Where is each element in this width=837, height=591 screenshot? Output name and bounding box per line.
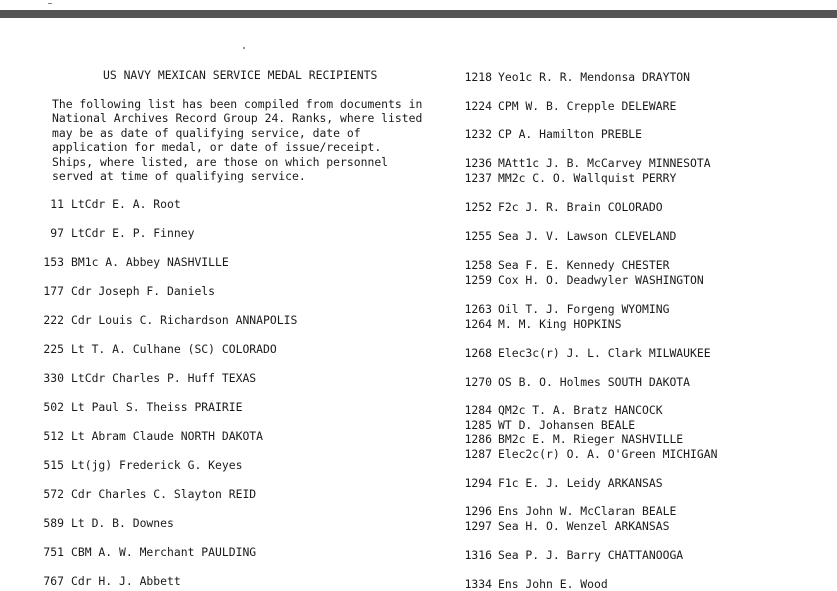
intro-paragraph xyxy=(52,97,422,183)
entry-text: Lt Abram Claude NORTH DAKOTA xyxy=(71,429,264,443)
intro-line: Ships, where listed, are those on which personnel xyxy=(52,154,389,169)
entry-text: BM2c E. M. Rieger NASHVILLE xyxy=(498,432,684,446)
list-item xyxy=(462,447,717,461)
list-item xyxy=(462,577,608,591)
list-item xyxy=(38,371,256,385)
entry-text: Cdr H. J. Abbett xyxy=(71,574,181,588)
entry-number: 512 xyxy=(43,429,64,443)
entry-number: 1264 xyxy=(464,317,492,331)
entry-number: 11 xyxy=(50,197,64,211)
entry-number: 1232 xyxy=(464,127,492,141)
list-item xyxy=(462,200,663,214)
intro-line: served at time of qualifying service. xyxy=(52,168,306,183)
entry-text: Cdr Charles C. Slayton REID xyxy=(71,487,257,501)
intro-line: National Archives Record Group 24. Ranks, where listed xyxy=(52,111,423,126)
entry-number: 177 xyxy=(43,284,64,298)
entry-text: Lt(jg) Frederick G. Keyes xyxy=(71,458,243,472)
entry-text: WT D. Johansen BEALE xyxy=(498,418,636,432)
list-item xyxy=(462,375,690,389)
entry-text: F2c J. R. Brain COLORADO xyxy=(498,200,663,214)
intro-line: The following list has been compiled from documents in xyxy=(52,97,423,111)
list-item xyxy=(462,258,669,272)
list-item xyxy=(462,548,683,562)
entry-number: 1285 xyxy=(464,418,492,432)
entry-text: Oil T. J. Forgeng WYOMING xyxy=(498,302,670,316)
entry-number: 97 xyxy=(50,226,64,240)
list-item xyxy=(462,432,683,446)
entry-number: 751 xyxy=(43,545,64,559)
entry-number: 1263 xyxy=(464,302,492,316)
entry-text: Lt D. B. Downes xyxy=(71,516,174,530)
entry-text: F1c E. J. Leidy ARKANSAS xyxy=(498,476,663,490)
entry-number: 589 xyxy=(43,516,64,530)
entry-text: MAtt1c J. B. McCarvey MINNESOTA xyxy=(498,156,711,170)
list-item xyxy=(462,302,669,316)
list-item xyxy=(38,400,242,414)
list-item xyxy=(38,429,263,443)
entry-number: 515 xyxy=(43,458,64,472)
list-item xyxy=(462,504,676,518)
entry-text: BM1c A. Abbey NASHVILLE xyxy=(71,255,229,269)
entry-number: 1224 xyxy=(464,99,492,113)
entry-text: LtCdr Charles P. Huff TEXAS xyxy=(71,371,257,385)
list-item xyxy=(462,346,711,360)
list-item xyxy=(462,171,676,185)
list-item xyxy=(462,156,711,170)
list-item xyxy=(38,458,242,472)
entry-text: Cox H. O. Deadwyler WASHINGTON xyxy=(498,273,704,287)
list-item xyxy=(38,487,256,501)
entry-number: 1268 xyxy=(464,346,492,360)
entry-number: 1297 xyxy=(464,519,492,533)
entry-number: 1252 xyxy=(464,200,492,214)
entry-number: 1294 xyxy=(464,476,492,490)
entry-text: Lt Paul S. Theiss PRAIRIE xyxy=(71,400,243,414)
entry-text: Yeo1c R. R. Mendonsa DRAYTON xyxy=(498,70,691,84)
entry-number: 1284 xyxy=(464,403,492,417)
list-item xyxy=(38,197,181,211)
document-title: US NAVY MEXICAN SERVICE MEDAL RECIPIENTS xyxy=(103,68,378,82)
list-item xyxy=(38,574,181,588)
entry-number: 1218 xyxy=(464,70,492,84)
entry-number: 1258 xyxy=(464,258,492,272)
entry-text: MM2c C. O. Wallquist PERRY xyxy=(498,171,677,185)
entry-number: 1286 xyxy=(464,432,492,446)
entry-number: 1255 xyxy=(464,229,492,243)
intro-line: application for medal, or date of issue/receipt. xyxy=(52,140,382,155)
entry-text: Sea H. O. Wenzel ARKANSAS xyxy=(498,519,670,533)
entry-number: 1316 xyxy=(464,548,492,562)
entry-text: LtCdr E. P. Finney xyxy=(71,226,195,240)
entry-text: Sea F. E. Kennedy CHESTER xyxy=(498,258,670,272)
list-item xyxy=(462,403,663,417)
entry-number: 1296 xyxy=(464,504,492,518)
list-item xyxy=(462,70,690,84)
entry-text: Lt T. A. Culhane (SC) COLORADO xyxy=(71,342,277,356)
entry-number: 572 xyxy=(43,487,64,501)
entry-text: Elec2c(r) O. A. O'Green MICHIGAN xyxy=(498,447,718,461)
list-item xyxy=(462,273,704,287)
list-item xyxy=(38,255,229,269)
list-item xyxy=(38,516,174,530)
entry-text: Sea P. J. Barry CHATTANOOGA xyxy=(498,548,684,562)
entry-text: QM2c T. A. Bratz HANCOCK xyxy=(498,403,663,417)
entry-text: Elec3c(r) J. L. Clark MILWAUKEE xyxy=(498,346,711,360)
entry-number: 1236 xyxy=(464,156,492,170)
entry-number: 1259 xyxy=(464,273,492,287)
entry-text: Ens John E. Wood xyxy=(498,577,608,591)
entry-text: OS B. O. Holmes SOUTH DAKOTA xyxy=(498,375,691,389)
entry-text: CBM A. W. Merchant PAULDING xyxy=(71,545,257,559)
list-item xyxy=(38,545,256,559)
list-item xyxy=(462,229,676,243)
list-item xyxy=(38,342,277,356)
list-item xyxy=(462,418,635,432)
intro-line: may be as date of qualifying service, date of xyxy=(52,125,361,140)
entry-text: Cdr Joseph F. Daniels xyxy=(71,284,216,298)
entry-number: 1237 xyxy=(464,171,492,185)
entry-number: 330 xyxy=(43,371,64,385)
entry-text: Ens John W. McClaran BEALE xyxy=(498,504,677,518)
entry-number: 1334 xyxy=(464,577,492,591)
entry-number: 502 xyxy=(43,400,64,414)
list-item xyxy=(462,317,621,331)
list-item xyxy=(38,284,215,298)
entry-number: 767 xyxy=(43,574,64,588)
entry-number: 222 xyxy=(43,313,64,327)
list-item xyxy=(38,226,194,240)
entry-text: CPM W. B. Crepple DELEWARE xyxy=(498,99,677,113)
entry-number: 1287 xyxy=(464,447,492,461)
entry-number: 153 xyxy=(43,255,64,269)
entry-number: 225 xyxy=(43,342,64,356)
entry-text: Cdr Louis C. Richardson ANNAPOLIS xyxy=(71,313,298,327)
entry-text: LtCdr E. A. Root xyxy=(71,197,181,211)
list-item xyxy=(462,127,642,141)
entry-text: CP A. Hamilton PREBLE xyxy=(498,127,643,141)
entry-number: 1270 xyxy=(464,375,492,389)
entry-text: Sea J. V. Lawson CLEVELAND xyxy=(498,229,677,243)
entry-text: M. M. King HOPKINS xyxy=(498,317,622,331)
list-item xyxy=(38,313,297,327)
list-item xyxy=(462,519,669,533)
list-item xyxy=(462,99,676,113)
list-item xyxy=(462,476,663,490)
